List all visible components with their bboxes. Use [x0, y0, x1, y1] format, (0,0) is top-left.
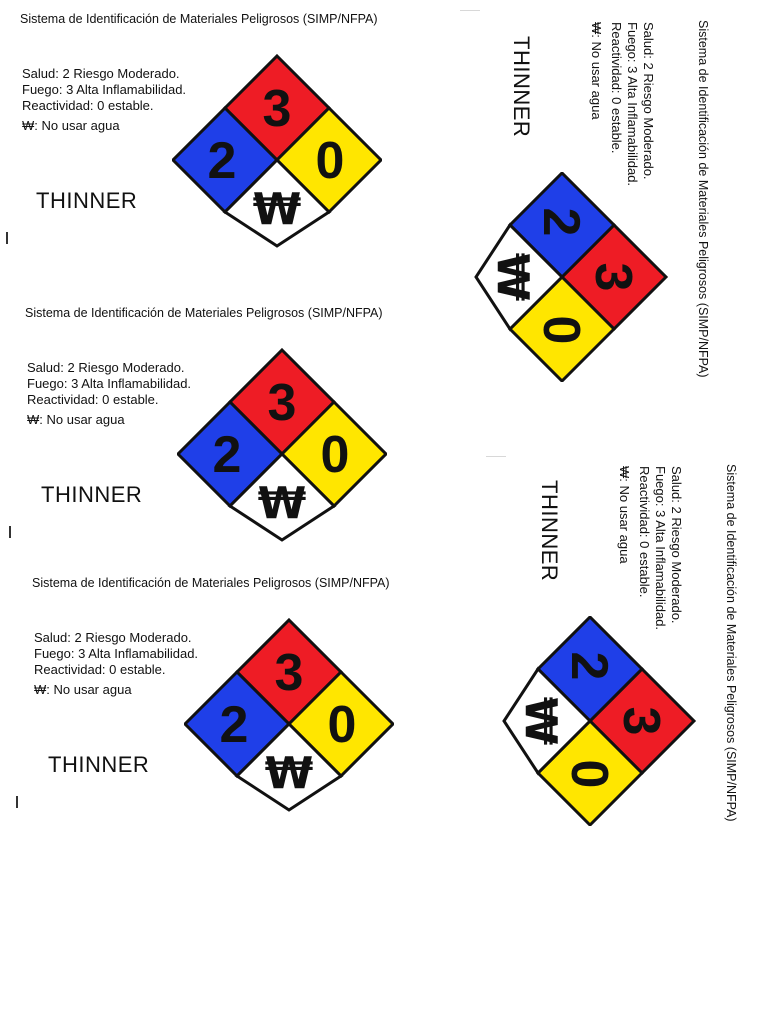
- nfpa-diamond: [502, 616, 698, 826]
- special-value: ₩: [487, 252, 538, 302]
- flammability-value: 3: [274, 644, 304, 702]
- reactivity-line: Reactividad: 0 estable.: [27, 392, 159, 407]
- nfpa-diamond: [184, 616, 394, 812]
- label-title: Sistema de Identificación de Materiales Peligrosos (SIMP/NFPA): [724, 464, 738, 822]
- nfpa-diamond: [177, 346, 387, 542]
- cut-mark: [6, 232, 8, 244]
- fire-line: Fuego: 3 Alta Inflamabilidad.: [27, 376, 192, 391]
- cut-mark: [9, 526, 11, 538]
- reactivity-line: Reactividad: 0 estable.: [22, 98, 154, 113]
- health-value: 2: [219, 696, 249, 754]
- sheet-edge: [486, 456, 506, 457]
- product-name: THINNER: [48, 752, 150, 777]
- diamond-wrapper: [474, 172, 670, 382]
- flammability-value: 3: [262, 80, 292, 138]
- reactivity-value: 0: [532, 315, 590, 345]
- product-name: THINNER: [509, 36, 534, 138]
- hazard-label: [12, 6, 382, 246]
- product-name: THINNER: [36, 188, 138, 213]
- special-value: ₩: [515, 696, 566, 746]
- water-warning: ₩: No usar agua: [27, 412, 125, 427]
- health-line: Salud: 2 Riesgo Moderado.: [22, 66, 180, 81]
- fire-line: Fuego: 3 Alta Inflamabilidad.: [625, 22, 640, 187]
- health-line: Salud: 2 Riesgo Moderado.: [34, 630, 192, 645]
- nfpa-diamond: [172, 52, 382, 248]
- reactivity-line: Reactividad: 0 estable.: [637, 466, 652, 598]
- water-warning: ₩: No usar agua: [589, 22, 604, 120]
- reactivity-value: 0: [320, 426, 350, 484]
- hazard-label: [504, 456, 744, 826]
- health-value: 2: [212, 426, 242, 484]
- nfpa-diamond: [474, 172, 670, 382]
- health-value: 2: [560, 651, 618, 681]
- reactivity-line: Reactividad: 0 estable.: [34, 662, 166, 677]
- cut-mark: [16, 796, 18, 808]
- hazard-label: [476, 12, 716, 382]
- diamond-wrapper: [172, 52, 382, 248]
- sheet-edge: [460, 10, 480, 11]
- reactivity-value: 0: [327, 696, 357, 754]
- label-title: Sistema de Identificación de Materiales Peligrosos (SIMP/NFPA): [20, 12, 378, 26]
- hazard-info: [34, 630, 198, 698]
- health-line: Salud: 2 Riesgo Moderado.: [669, 466, 684, 624]
- hazard-info: [588, 22, 656, 186]
- hazard-info: [616, 466, 684, 630]
- product-name: THINNER: [537, 480, 562, 582]
- fire-line: Fuego: 3 Alta Inflamabilidad.: [22, 82, 187, 97]
- flammability-value: 3: [612, 706, 670, 736]
- label-title: Sistema de Identificación de Materiales Peligrosos (SIMP/NFPA): [25, 306, 383, 320]
- fire-line: Fuego: 3 Alta Inflamabilidad.: [653, 466, 668, 631]
- water-warning: ₩: No usar agua: [617, 466, 632, 564]
- hazard-label: [24, 570, 394, 810]
- health-line: Salud: 2 Riesgo Moderado.: [27, 360, 185, 375]
- reactivity-value: 0: [560, 759, 618, 789]
- label-title: Sistema de Identificación de Materiales Peligrosos (SIMP/NFPA): [696, 20, 710, 378]
- health-value: 2: [207, 132, 237, 190]
- flammability-value: 3: [267, 374, 297, 432]
- water-warning: ₩: No usar agua: [22, 118, 120, 133]
- hazard-label: [17, 300, 387, 540]
- special-value: ₩: [264, 748, 314, 799]
- special-value: ₩: [257, 478, 307, 529]
- diamond-wrapper: [184, 616, 394, 812]
- health-value: 2: [532, 207, 590, 237]
- health-line: Salud: 2 Riesgo Moderado.: [641, 22, 656, 180]
- label-title: Sistema de Identificación de Materiales Peligrosos (SIMP/NFPA): [32, 576, 390, 590]
- water-warning: ₩: No usar agua: [34, 682, 132, 697]
- diamond-wrapper: [177, 346, 387, 542]
- fire-line: Fuego: 3 Alta Inflamabilidad.: [34, 646, 199, 661]
- diamond-wrapper: [502, 616, 698, 826]
- reactivity-line: Reactividad: 0 estable.: [609, 22, 624, 154]
- hazard-info: [22, 66, 186, 134]
- flammability-value: 3: [584, 262, 642, 292]
- product-name: THINNER: [41, 482, 143, 507]
- hazard-info: [27, 360, 191, 428]
- reactivity-value: 0: [315, 132, 345, 190]
- special-value: ₩: [252, 184, 302, 235]
